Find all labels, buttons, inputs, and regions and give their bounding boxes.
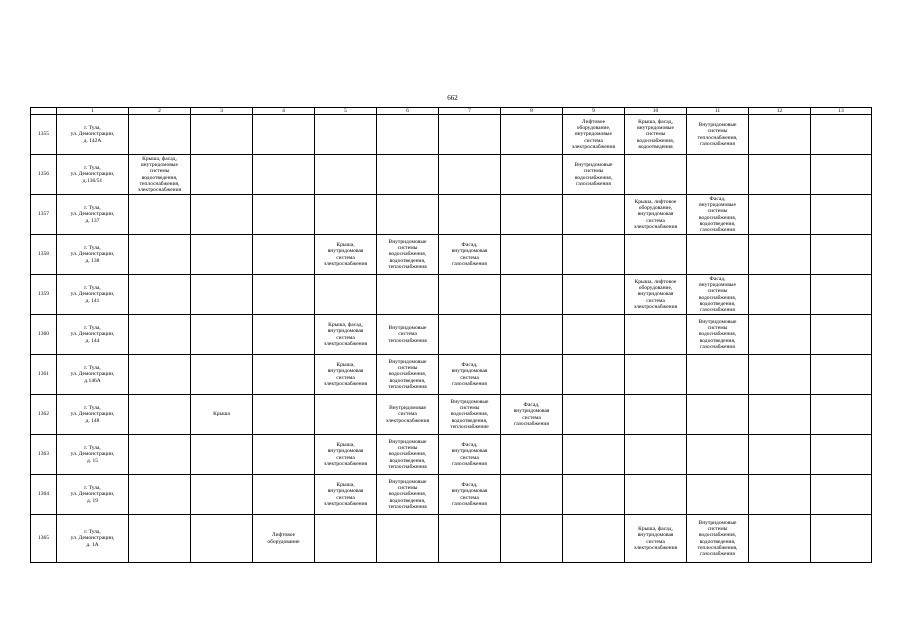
table-body [31, 115, 872, 563]
work-type-cell: Крыша, внутридомовая система электроснабжения [315, 235, 377, 275]
work-type-cell: Крыша, внутридомовая система электроснабжения [315, 475, 377, 515]
work-type-cell [625, 395, 687, 435]
work-type-cell [563, 315, 625, 355]
row-number-cell: 1355 [31, 115, 57, 155]
work-type-cell [377, 195, 439, 235]
work-type-cell [253, 315, 315, 355]
work-type-cell [501, 115, 563, 155]
work-type-cell: Внутридомовые системы водоснабжения, газоснабжения [563, 155, 625, 195]
work-type-cell [129, 515, 191, 563]
work-type-cell [811, 235, 872, 275]
work-type-cell [811, 435, 872, 475]
work-type-cell [439, 155, 501, 195]
work-type-cell: Внутридомовые система теплоснабжения [377, 315, 439, 355]
work-type-cell [191, 355, 253, 395]
row-number-cell: 1364 [31, 475, 57, 515]
work-type-cell [129, 435, 191, 475]
work-type-cell [191, 275, 253, 315]
address-cell: г. Тула, ул. Демонстрации, д. 148 [57, 395, 129, 435]
work-type-cell [315, 115, 377, 155]
header-cell: 13 [811, 108, 872, 115]
work-type-cell [749, 235, 811, 275]
header-cell: 4 [253, 108, 315, 115]
header-cell: 3 [191, 108, 253, 115]
work-type-cell [501, 435, 563, 475]
work-type-cell: Лифтовое оборудование [253, 515, 315, 563]
work-type-cell: Крыша [191, 395, 253, 435]
work-type-cell [377, 115, 439, 155]
work-type-cell: Крыша, фасад, внутридомовая система электроснабжения [315, 315, 377, 355]
work-type-cell [439, 275, 501, 315]
work-type-cell [687, 395, 749, 435]
work-type-cell: Внутридомовые системы водоснабжения, водоотведения, теплоснабжения, газоснабжения [687, 515, 749, 563]
header-cell: 2 [129, 108, 191, 115]
table-row [31, 515, 872, 563]
page-number: 662 [447, 94, 458, 102]
work-type-cell: Фасад, внутридомовые системы водоснабжения, водоотведения, газоснабжения [687, 195, 749, 235]
work-type-cell [625, 355, 687, 395]
work-type-cell [377, 275, 439, 315]
work-type-cell [315, 515, 377, 563]
work-type-cell [563, 355, 625, 395]
header-cell: 9 [563, 108, 625, 115]
work-type-cell [315, 395, 377, 435]
work-type-cell [749, 155, 811, 195]
work-type-cell: Внутридомовые системы водоснабжения, водоотведения, теплоснабжения [377, 235, 439, 275]
work-type-cell [129, 475, 191, 515]
work-type-cell [129, 355, 191, 395]
row-number-cell: 1363 [31, 435, 57, 475]
work-type-cell [811, 395, 872, 435]
work-type-cell [749, 195, 811, 235]
work-type-cell: Крыша, фасад, внутридомовая система электроснабжения [625, 515, 687, 563]
work-type-cell [191, 195, 253, 235]
header-cell: 11 [687, 108, 749, 115]
work-type-cell [191, 235, 253, 275]
address-cell: г. Тула, ул. Демонстрации, д. 137 [57, 195, 129, 235]
work-type-cell [129, 235, 191, 275]
work-type-cell [687, 435, 749, 475]
header-cell: 12 [749, 108, 811, 115]
work-type-cell [749, 395, 811, 435]
work-type-cell [687, 355, 749, 395]
work-type-cell [563, 435, 625, 475]
table-row [31, 395, 872, 435]
work-type-cell [253, 435, 315, 475]
address-cell: г. Тула, ул. Демонстрации, д.136/51 [57, 155, 129, 195]
work-type-cell [811, 515, 872, 563]
table-row [31, 315, 872, 355]
work-type-cell: Внутридомовая система электроснабжения [377, 395, 439, 435]
work-type-cell: Внутридомовые системы водоснабжения, водоотведения, теплоснабжения [377, 355, 439, 395]
repair-schedule-table [30, 107, 872, 563]
table-row [31, 275, 872, 315]
work-type-cell: Внутридомовые системы водоснабжения, водоотведения, газоснабжения [687, 315, 749, 355]
address-cell: г. Тула, ул. Демонстрации, д. 1А [57, 515, 129, 563]
row-number-cell: 1356 [31, 155, 57, 195]
work-type-cell [811, 355, 872, 395]
row-number-cell: 1365 [31, 515, 57, 563]
work-type-cell: Внутридомовые системы водоснабжения, водоотведения, теплоснабжения [377, 435, 439, 475]
work-type-cell: Фасад, внутридомовая система газоснабжения [439, 475, 501, 515]
work-type-cell: Внутридомовые системы водоснабжения, водоотведения, теплоснабжение [439, 395, 501, 435]
header-cell: 10 [625, 108, 687, 115]
work-type-cell [811, 155, 872, 195]
work-type-cell: Фасад, внутридомовая система газоснабжения [439, 355, 501, 395]
work-type-cell [749, 515, 811, 563]
work-type-cell: Фасад, внутридомовая система газоснабжения [439, 435, 501, 475]
work-type-cell [315, 155, 377, 195]
work-type-cell: Крыша, фасад, внутридомовые системы водоснабжения, водоотведения [625, 115, 687, 155]
work-type-cell [253, 195, 315, 235]
address-cell: г. Тула, ул. Демонстрации, д. 142А [57, 115, 129, 155]
work-type-cell [811, 275, 872, 315]
work-type-cell [687, 155, 749, 195]
work-type-cell: Крыша, лифтовое оборудование, внутридомовая система электроснабжения [625, 195, 687, 235]
work-type-cell [253, 395, 315, 435]
work-type-cell [191, 155, 253, 195]
work-type-cell [501, 355, 563, 395]
row-number-cell: 1361 [31, 355, 57, 395]
work-type-cell [687, 235, 749, 275]
work-type-cell [501, 155, 563, 195]
work-type-cell [439, 315, 501, 355]
work-type-cell [625, 155, 687, 195]
row-number-cell: 1362 [31, 395, 57, 435]
table-row [31, 155, 872, 195]
work-type-cell [191, 435, 253, 475]
work-type-cell [749, 275, 811, 315]
table-row [31, 235, 872, 275]
work-type-cell: Фасад, внутридомовые системы водоснабжения, водоотведения, газоснабжения [687, 275, 749, 315]
header-cell: 6 [377, 108, 439, 115]
work-type-cell [129, 275, 191, 315]
work-type-cell [315, 275, 377, 315]
work-type-cell [625, 475, 687, 515]
header-cell-index [31, 108, 57, 115]
table-row [31, 475, 872, 515]
work-type-cell [129, 395, 191, 435]
work-type-cell [749, 315, 811, 355]
work-type-cell [625, 435, 687, 475]
work-type-cell [749, 355, 811, 395]
work-type-cell [253, 155, 315, 195]
work-type-cell [563, 395, 625, 435]
work-type-cell [625, 235, 687, 275]
address-cell: г. Тула, ул. Демонстрации, д. 144 [57, 315, 129, 355]
work-type-cell [129, 315, 191, 355]
work-type-cell [811, 315, 872, 355]
header-cell: 7 [439, 108, 501, 115]
address-cell: г. Тула, ул. Демонстрации, д. 15 [57, 435, 129, 475]
work-type-cell [501, 515, 563, 563]
work-type-cell [563, 515, 625, 563]
header-cell: 1 [57, 108, 129, 115]
work-type-cell [253, 235, 315, 275]
work-type-cell [749, 475, 811, 515]
work-type-cell [253, 475, 315, 515]
work-type-cell [439, 115, 501, 155]
work-type-cell [501, 475, 563, 515]
address-cell: г. Тула, ул. Демонстрации, д. 138 [57, 235, 129, 275]
work-type-cell [315, 195, 377, 235]
work-type-cell: Крыша, фасад, внутридомовые системы водоотведения, теплоснабжения, электроснабжения [129, 155, 191, 195]
work-type-cell [253, 355, 315, 395]
work-type-cell [191, 475, 253, 515]
work-type-cell [501, 235, 563, 275]
work-type-cell: Фасад, внутридомовая система газоснабжения [439, 235, 501, 275]
work-type-cell [625, 315, 687, 355]
work-type-cell [501, 275, 563, 315]
work-type-cell [811, 115, 872, 155]
work-type-cell [439, 195, 501, 235]
work-type-cell [129, 195, 191, 235]
table-row [31, 355, 872, 395]
row-number-cell: 1360 [31, 315, 57, 355]
table-row [31, 435, 872, 475]
work-type-cell [501, 315, 563, 355]
header-cell: 8 [501, 108, 563, 115]
work-type-cell [129, 115, 191, 155]
work-type-cell [253, 275, 315, 315]
work-type-cell: Внутридомовые системы теплоснабжения, газоснабжения [687, 115, 749, 155]
work-type-cell: Крыша, лифтовое оборудование, внутридомовая система электроснабжения [625, 275, 687, 315]
work-type-cell: Крыша, внутридомовая система электроснабжения [315, 435, 377, 475]
work-type-cell [191, 115, 253, 155]
row-number-cell: 1359 [31, 275, 57, 315]
work-type-cell [563, 195, 625, 235]
work-type-cell [749, 115, 811, 155]
work-type-cell: Фасад, внутридомовая система газоснабжения [501, 395, 563, 435]
work-type-cell [439, 515, 501, 563]
row-number-cell: 1358 [31, 235, 57, 275]
address-cell: г. Тула, ул. Демонстрации, д. 19 [57, 475, 129, 515]
work-type-cell [563, 475, 625, 515]
address-cell: г. Тула, ул. Демонстрации, д.146А [57, 355, 129, 395]
work-type-cell [563, 235, 625, 275]
table-row [31, 195, 872, 235]
work-type-cell [377, 515, 439, 563]
header-cell: 5 [315, 108, 377, 115]
work-type-cell [191, 315, 253, 355]
work-type-cell: Крыша, внутридомовая система электроснабжения [315, 355, 377, 395]
work-type-cell [253, 115, 315, 155]
work-type-cell: Лифтовое оборудование, внутридомовые система электроснабжения [563, 115, 625, 155]
work-type-cell [811, 195, 872, 235]
work-type-cell [377, 155, 439, 195]
row-number-cell: 1357 [31, 195, 57, 235]
work-type-cell [811, 475, 872, 515]
address-cell: г. Тула, ул. Демонстрации, д. 141 [57, 275, 129, 315]
work-type-cell [563, 275, 625, 315]
work-type-cell: Внутридомовые системы водоснабжения, водоотведения, теплоснабжения [377, 475, 439, 515]
work-type-cell [191, 515, 253, 563]
work-type-cell [749, 435, 811, 475]
table-row [31, 115, 872, 155]
work-type-cell [501, 195, 563, 235]
work-type-cell [687, 475, 749, 515]
column-number-row [31, 108, 872, 115]
